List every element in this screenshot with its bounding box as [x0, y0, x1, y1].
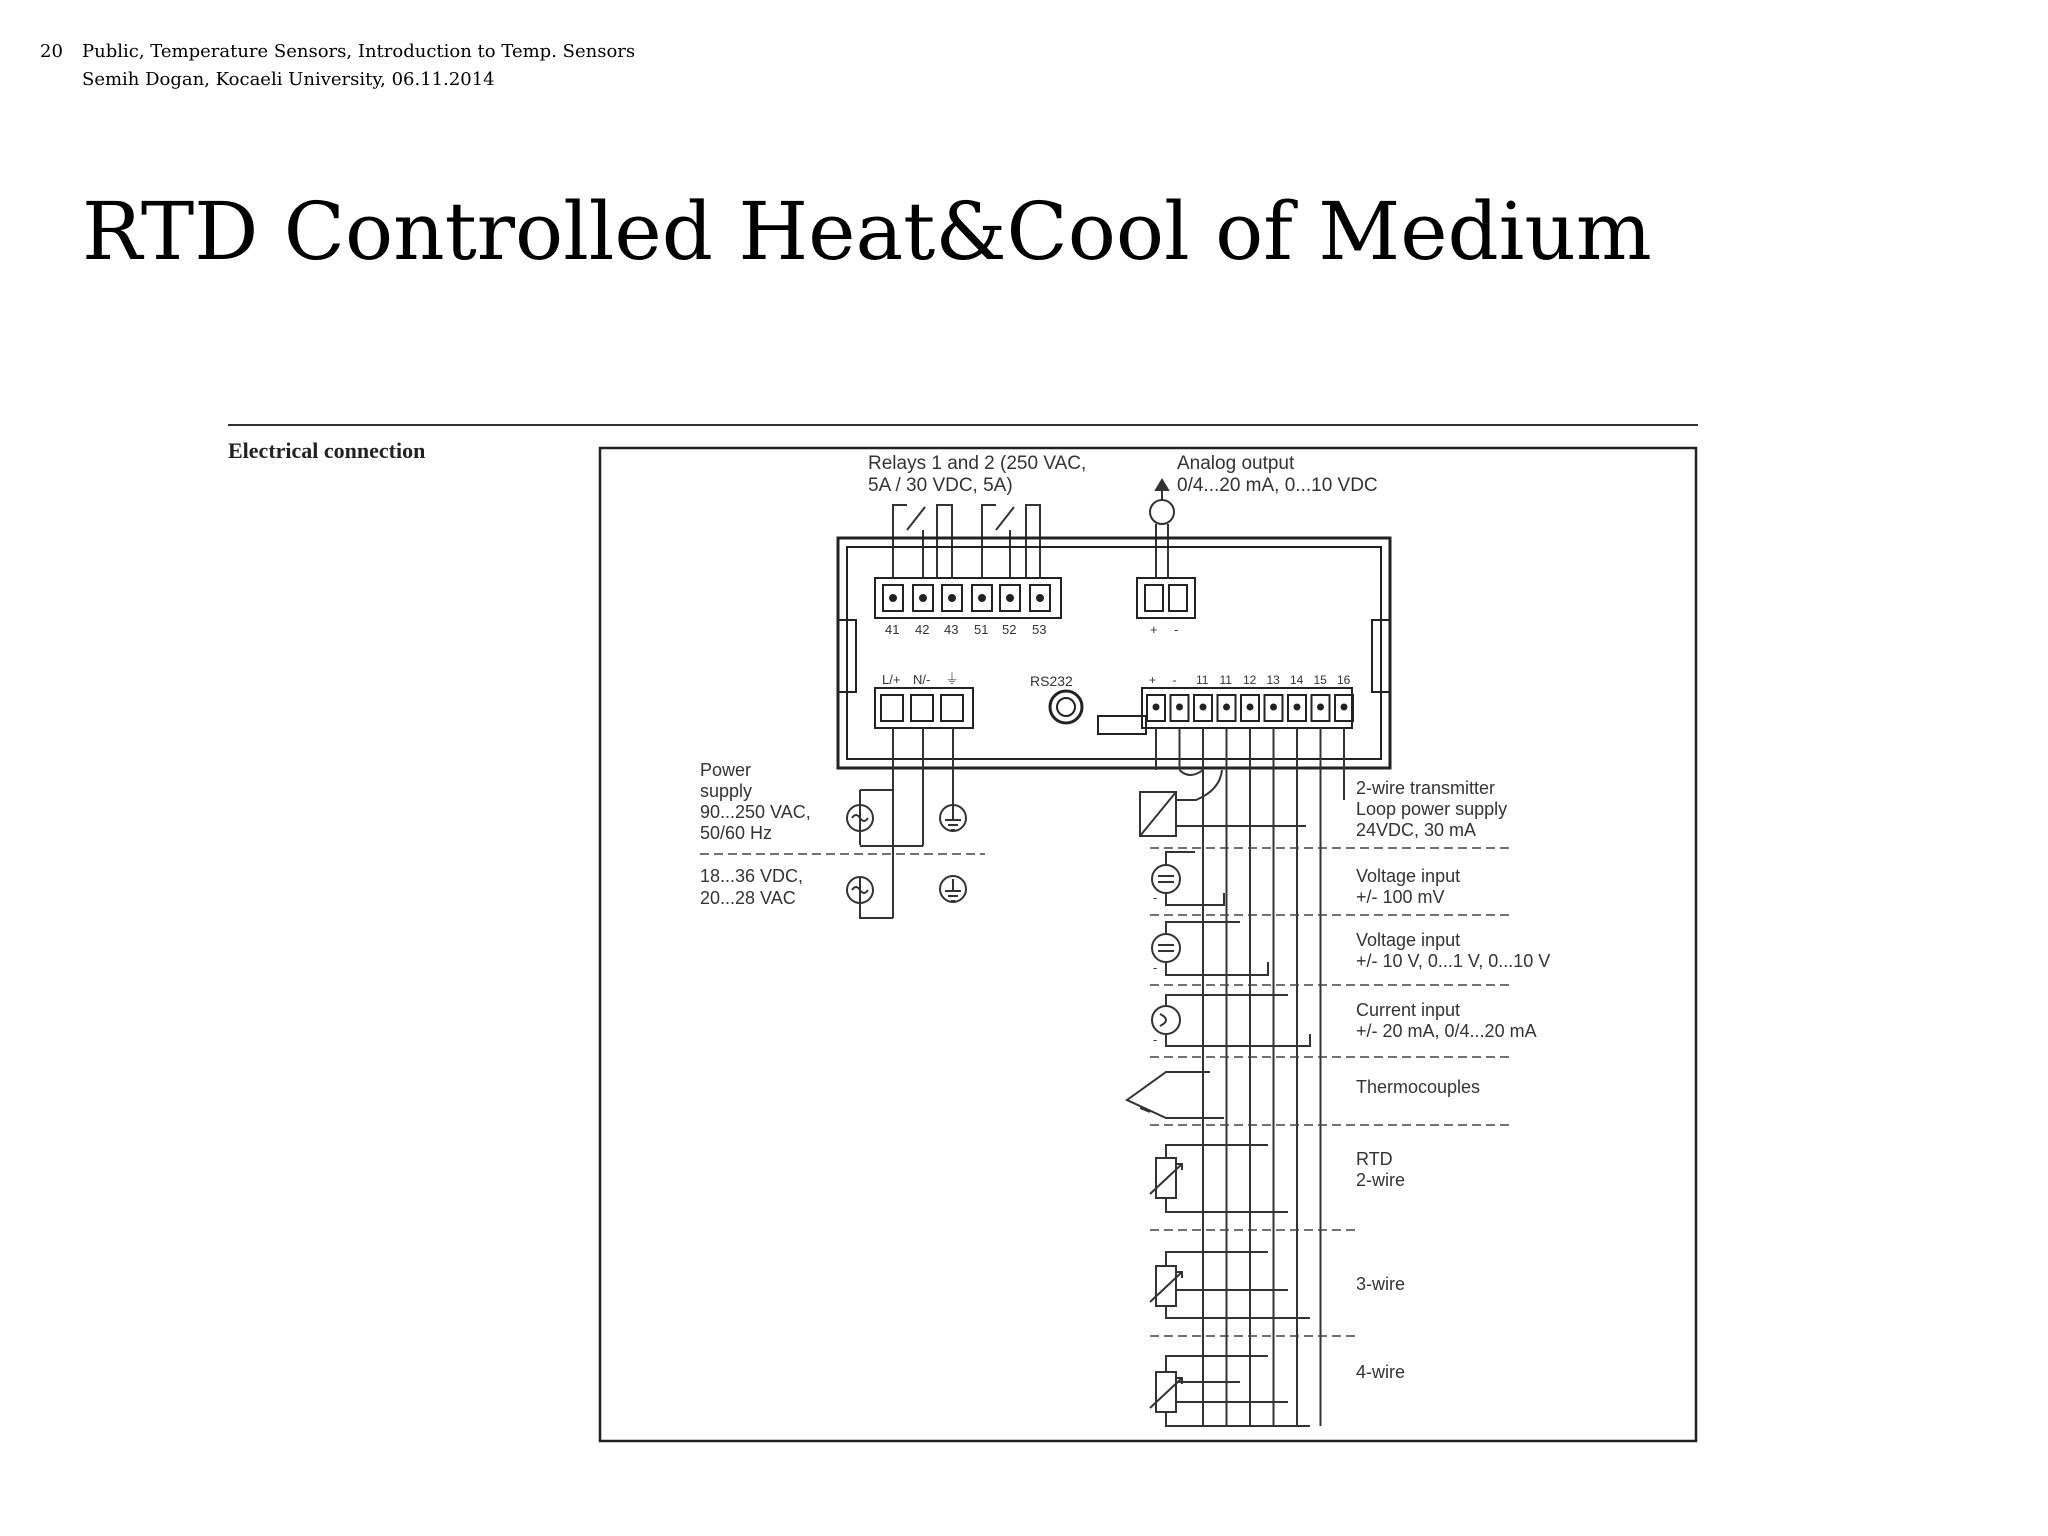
rs232-label: RS232: [1030, 673, 1073, 689]
device-latch: [1098, 716, 1146, 734]
rtd-3wire-symbol: [1150, 1252, 1310, 1318]
power-terminal-block: [875, 688, 973, 728]
power-supply-ac-line-4: 50/60 Hz: [700, 823, 773, 843]
minus-mark-2: -: [1153, 960, 1158, 975]
input-bus-lines: [1156, 728, 1344, 1426]
input-terminal-label: 11: [1219, 673, 1232, 687]
terminal-screw: [1201, 705, 1206, 710]
rs232-port: [1050, 691, 1082, 723]
voltage-mv-label-1: Voltage input: [1356, 866, 1461, 886]
power-terminal-n: N/-: [913, 672, 931, 687]
relay-terminal-label: 42: [915, 622, 930, 637]
relay-terminal-label: 43: [944, 622, 959, 637]
rtd-4wire-label: 4-wire: [1356, 1362, 1406, 1382]
minus-mark-3: -: [1153, 1032, 1158, 1047]
voltage-mv-symbol: [1152, 852, 1224, 905]
relay-terminal-label: 53: [1032, 622, 1047, 637]
rtd-4wire-symbol: [1150, 1356, 1310, 1426]
terminal-screw: [1271, 705, 1276, 710]
terminal-screw: [1318, 705, 1323, 710]
terminal-screw: [949, 595, 955, 601]
input-terminal-label: -: [1172, 673, 1177, 687]
minus-mark-1: -: [1153, 890, 1158, 905]
rtd-2wire-symbol: [1150, 1145, 1288, 1212]
power-supply-ac-line-1: Power: [700, 760, 752, 780]
relay-terminal-label: 51: [974, 622, 989, 637]
relay-terminal-block: [875, 578, 1061, 618]
terminal-screw: [920, 595, 926, 601]
header-line-1: Public, Temperature Sensors, Introduction to Temp. Sensors: [82, 41, 636, 62]
figure-caption: Electrical connection: [228, 438, 426, 463]
power-supply-dc-line-1: 18...36 VDC,: [700, 866, 804, 886]
transmitter-label-3: 24VDC, 30 mA: [1356, 820, 1477, 840]
slide-title: RTD Controlled Heat&Cool of Medium: [82, 185, 1652, 278]
rtd-3wire-label: 3-wire: [1356, 1274, 1406, 1294]
terminal-screw: [1037, 595, 1043, 601]
thermocouple-symbol: [1127, 1072, 1224, 1118]
terminal-screw: [1224, 705, 1229, 710]
analog-terminal-plus: +: [1150, 622, 1158, 637]
input-terminal-label: 16: [1337, 673, 1351, 687]
rtd-label-1: RTD: [1356, 1149, 1393, 1169]
diagram-frame: [600, 448, 1696, 1441]
terminal-screw: [1154, 705, 1159, 710]
transmitter-label-2: Loop power supply: [1356, 799, 1508, 819]
analog-terminal-block: [1137, 578, 1195, 618]
input-terminal-label: 11: [1196, 673, 1209, 687]
relays-label-line-1: Relays 1 and 2 (250 VAC,: [868, 453, 1087, 474]
relay-terminal-label: 41: [885, 622, 900, 637]
power-supply-ac-line-2: supply: [700, 781, 753, 801]
header-line-2: Semih Dogan, Kocaeli University, 06.11.2014: [82, 69, 495, 90]
analog-output-label-line-1: Analog output: [1177, 453, 1295, 474]
analog-output-label-line-2: 0/4...20 mA, 0...10 VDC: [1177, 475, 1378, 496]
terminal-screw: [1342, 705, 1347, 710]
voltage-mv-label-2: +/- 100 mV: [1356, 887, 1445, 907]
relays-label-line-2: 5A / 30 VDC, 5A): [868, 475, 1013, 496]
relay-contacts: [893, 505, 1040, 578]
power-supply-dc-line-2: 20...28 VAC: [700, 888, 796, 908]
terminal-screw: [979, 595, 985, 601]
analog-terminal-minus: -: [1174, 622, 1179, 637]
terminal-screw: [1295, 705, 1300, 710]
voltage-v-label-1: Voltage input: [1356, 930, 1461, 950]
page-number: 20: [40, 41, 63, 62]
terminal-screw: [1177, 705, 1182, 710]
thermocouples-label: Thermocouples: [1356, 1077, 1481, 1097]
analog-output-source-symbol: [1150, 480, 1174, 578]
input-terminal-label: 13: [1266, 673, 1280, 687]
current-input-symbol: [1152, 995, 1310, 1046]
transmitter-label-1: 2-wire transmitter: [1356, 778, 1496, 798]
power-supply-ac-line-3: 90...250 VAC,: [700, 802, 811, 822]
input-terminal-label: +: [1149, 673, 1157, 687]
power-terminal-ground: ⏚: [945, 671, 959, 687]
power-terminal-l: L/+: [882, 672, 901, 687]
polarity-marks: [1153, 890, 1157, 1047]
current-label-1: Current input: [1356, 1000, 1461, 1020]
terminal-screw: [1007, 595, 1013, 601]
input-terminal-block: [1142, 688, 1353, 728]
input-terminal-label: 15: [1313, 673, 1327, 687]
transmitter-symbol: [1140, 770, 1306, 836]
rtd-label-2: 2-wire: [1356, 1170, 1406, 1190]
voltage-v-label-2: +/- 10 V, 0...1 V, 0...10 V: [1356, 951, 1551, 971]
terminal-screw: [890, 595, 896, 601]
input-terminal-label: 12: [1243, 673, 1257, 687]
terminal-screw: [1248, 705, 1253, 710]
current-label-2: +/- 20 mA, 0/4...20 mA: [1356, 1021, 1537, 1041]
input-terminal-label: 14: [1290, 673, 1304, 687]
relay-terminal-label: 52: [1002, 622, 1017, 637]
